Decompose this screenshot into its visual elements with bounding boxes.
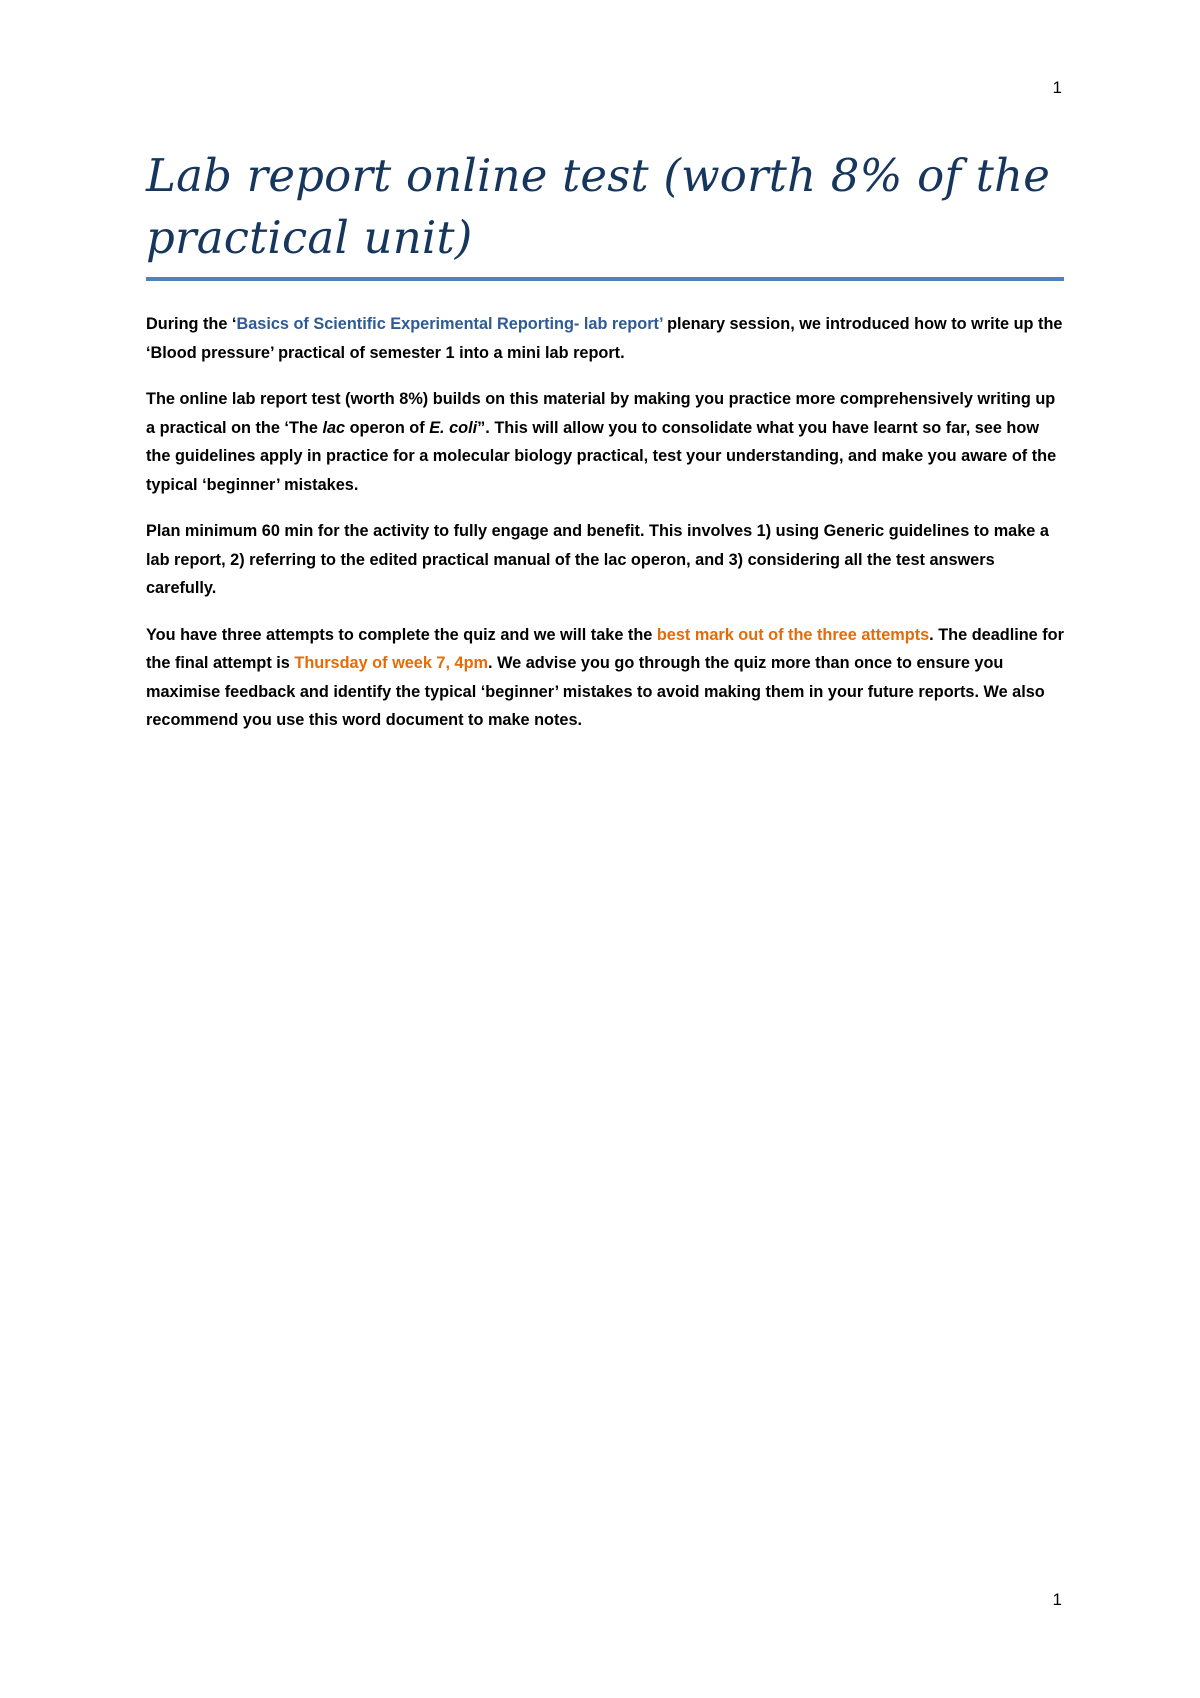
p1-text-after: plenary session, we introduced how to write up the ‘Blood pressure’ practical of semester 1 into a mini lab report. xyxy=(146,315,1063,362)
title-underline-rule xyxy=(146,277,1064,281)
lac-italic: lac xyxy=(322,418,346,437)
document-body xyxy=(146,310,1066,753)
p1-text-before: During the ‘ xyxy=(146,315,237,333)
best-mark-highlight: best mark out of the three attempts xyxy=(656,625,930,644)
paragraph-test-description xyxy=(146,385,1066,499)
p4-text-after: . We advise you go through the quiz more than once to ensure you maximise feedback and identify the typical ‘beginner’ mistakes to avoid making them in your future reports. We also recommend you use this word document to make notes. xyxy=(146,654,1045,729)
title-block xyxy=(146,145,1064,281)
header-page-number: 1 xyxy=(1052,78,1062,97)
paragraph-plan-time xyxy=(146,517,1066,603)
p2-text-middle: operon of xyxy=(345,418,430,437)
p4-text-middle: . The deadline for the final attempt is xyxy=(146,625,1064,672)
p4-text-before: You have three attempts to complete the quiz and we will take the xyxy=(146,625,657,644)
paragraph-attempts-deadline xyxy=(146,621,1066,735)
session-name-highlight: Basics of Scientific Experimental Reporting- lab report’ xyxy=(236,315,663,333)
deadline-highlight: Thursday of week 7, 4pm xyxy=(294,654,489,672)
ecoli-italic: E. coli xyxy=(429,418,478,437)
document-title: Lab report online test (worth 8% of the practical unit) xyxy=(146,149,1051,264)
p2-text-before: The online lab report test (worth 8%) builds on this material by making you practice more comprehensively writing up a practical on the ‘The xyxy=(146,390,1056,437)
p3-text: Plan minimum 60 min for the activity to fully engage and benefit. This involves 1) using Generic guidelines to make a lab report, 2) referring to the edited practical manual of the lac operon, and 3) considering all the test answers carefully. xyxy=(146,522,1049,597)
paragraph-intro-session xyxy=(146,310,1066,367)
p2-text-after: ”. This will allow you to consolidate what you have learnt so far, see how the guidelines apply in practice for a molecular biology practical, test your understanding, and make you aware of the typical ‘beginner’ mistakes. xyxy=(146,418,1057,494)
footer-page-number: 1 xyxy=(1052,1590,1062,1609)
